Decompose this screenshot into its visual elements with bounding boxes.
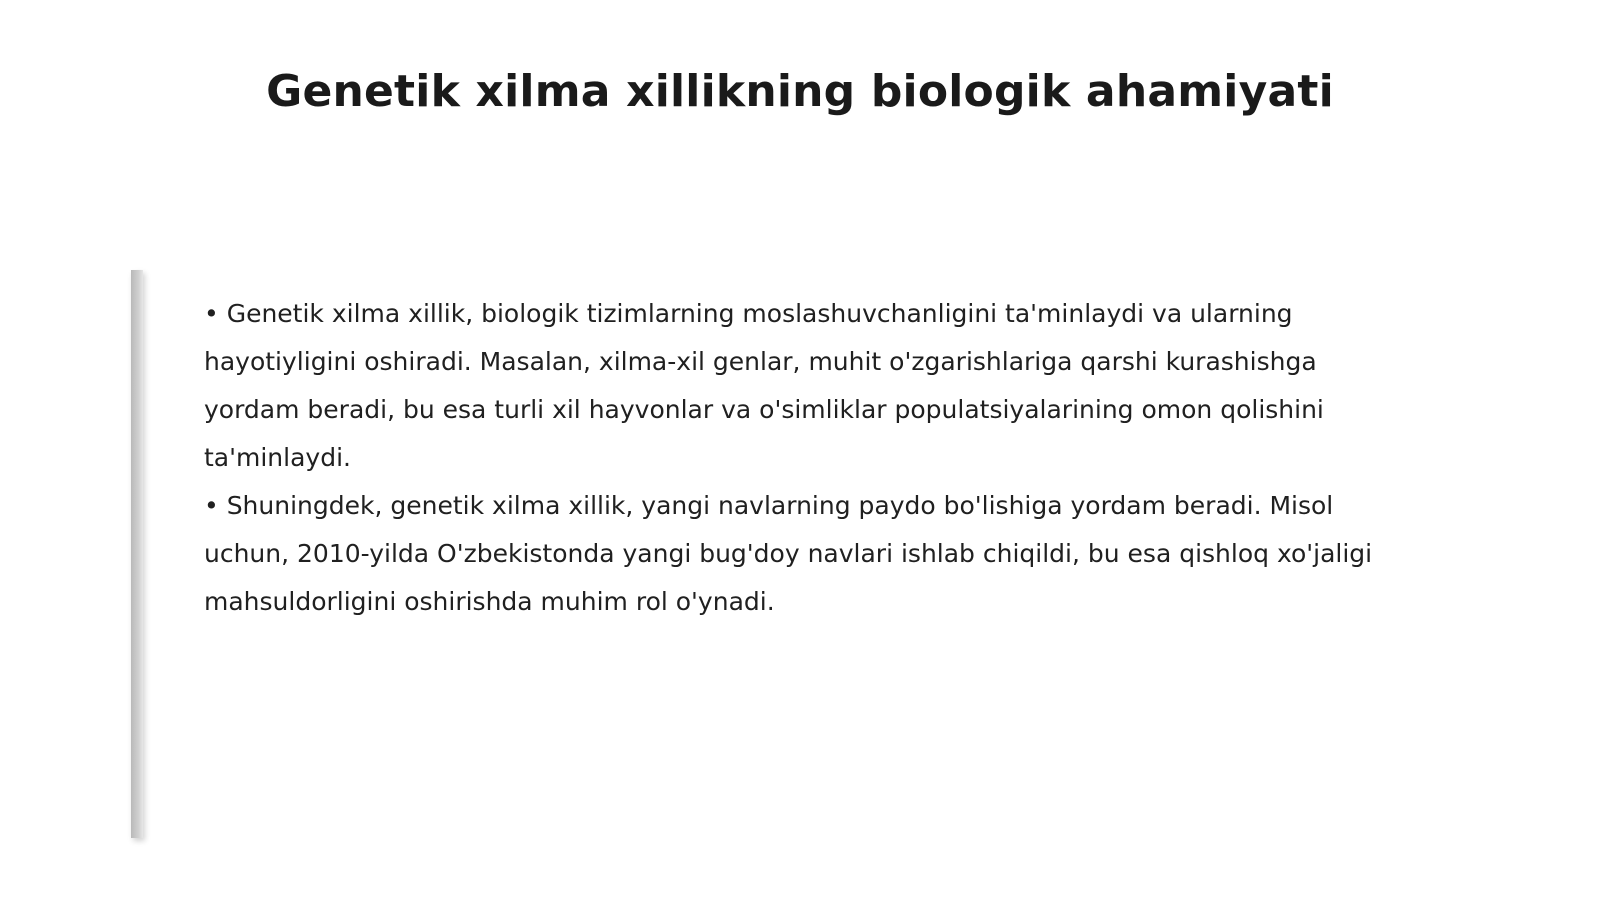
slide-title: Genetik xilma xillikning biologik ahamiyati	[266, 66, 1334, 117]
bullet-paragraph-1: • Genetik xilma xillik, biologik tizimlarning moslashuvchanligini ta'minlaydi va ularning hayotiyligini oshiradi. Masalan, xilma-xil genlar, muhit o'zgarishlariga qarshi kurashishga yordam beradi, bu esa turli xil hayvonlar va o'simliklar populatsiyalarining omon qolishini ta'minlaydi.	[204, 299, 1324, 472]
bullet-paragraph-2: • Shuningdek, genetik xilma xillik, yangi navlarning paydo bo'lishiga yordam beradi. Misol uchun, 2010-yilda O'zbekistonda yangi bug'doy navlari ishlab chiqildi, bu esa qishloq xo'jaligi mahsuldorligini oshirishda muhim rol o'ynadi.	[204, 491, 1373, 616]
accent-bar	[131, 270, 143, 838]
slide-body	[204, 290, 1384, 626]
